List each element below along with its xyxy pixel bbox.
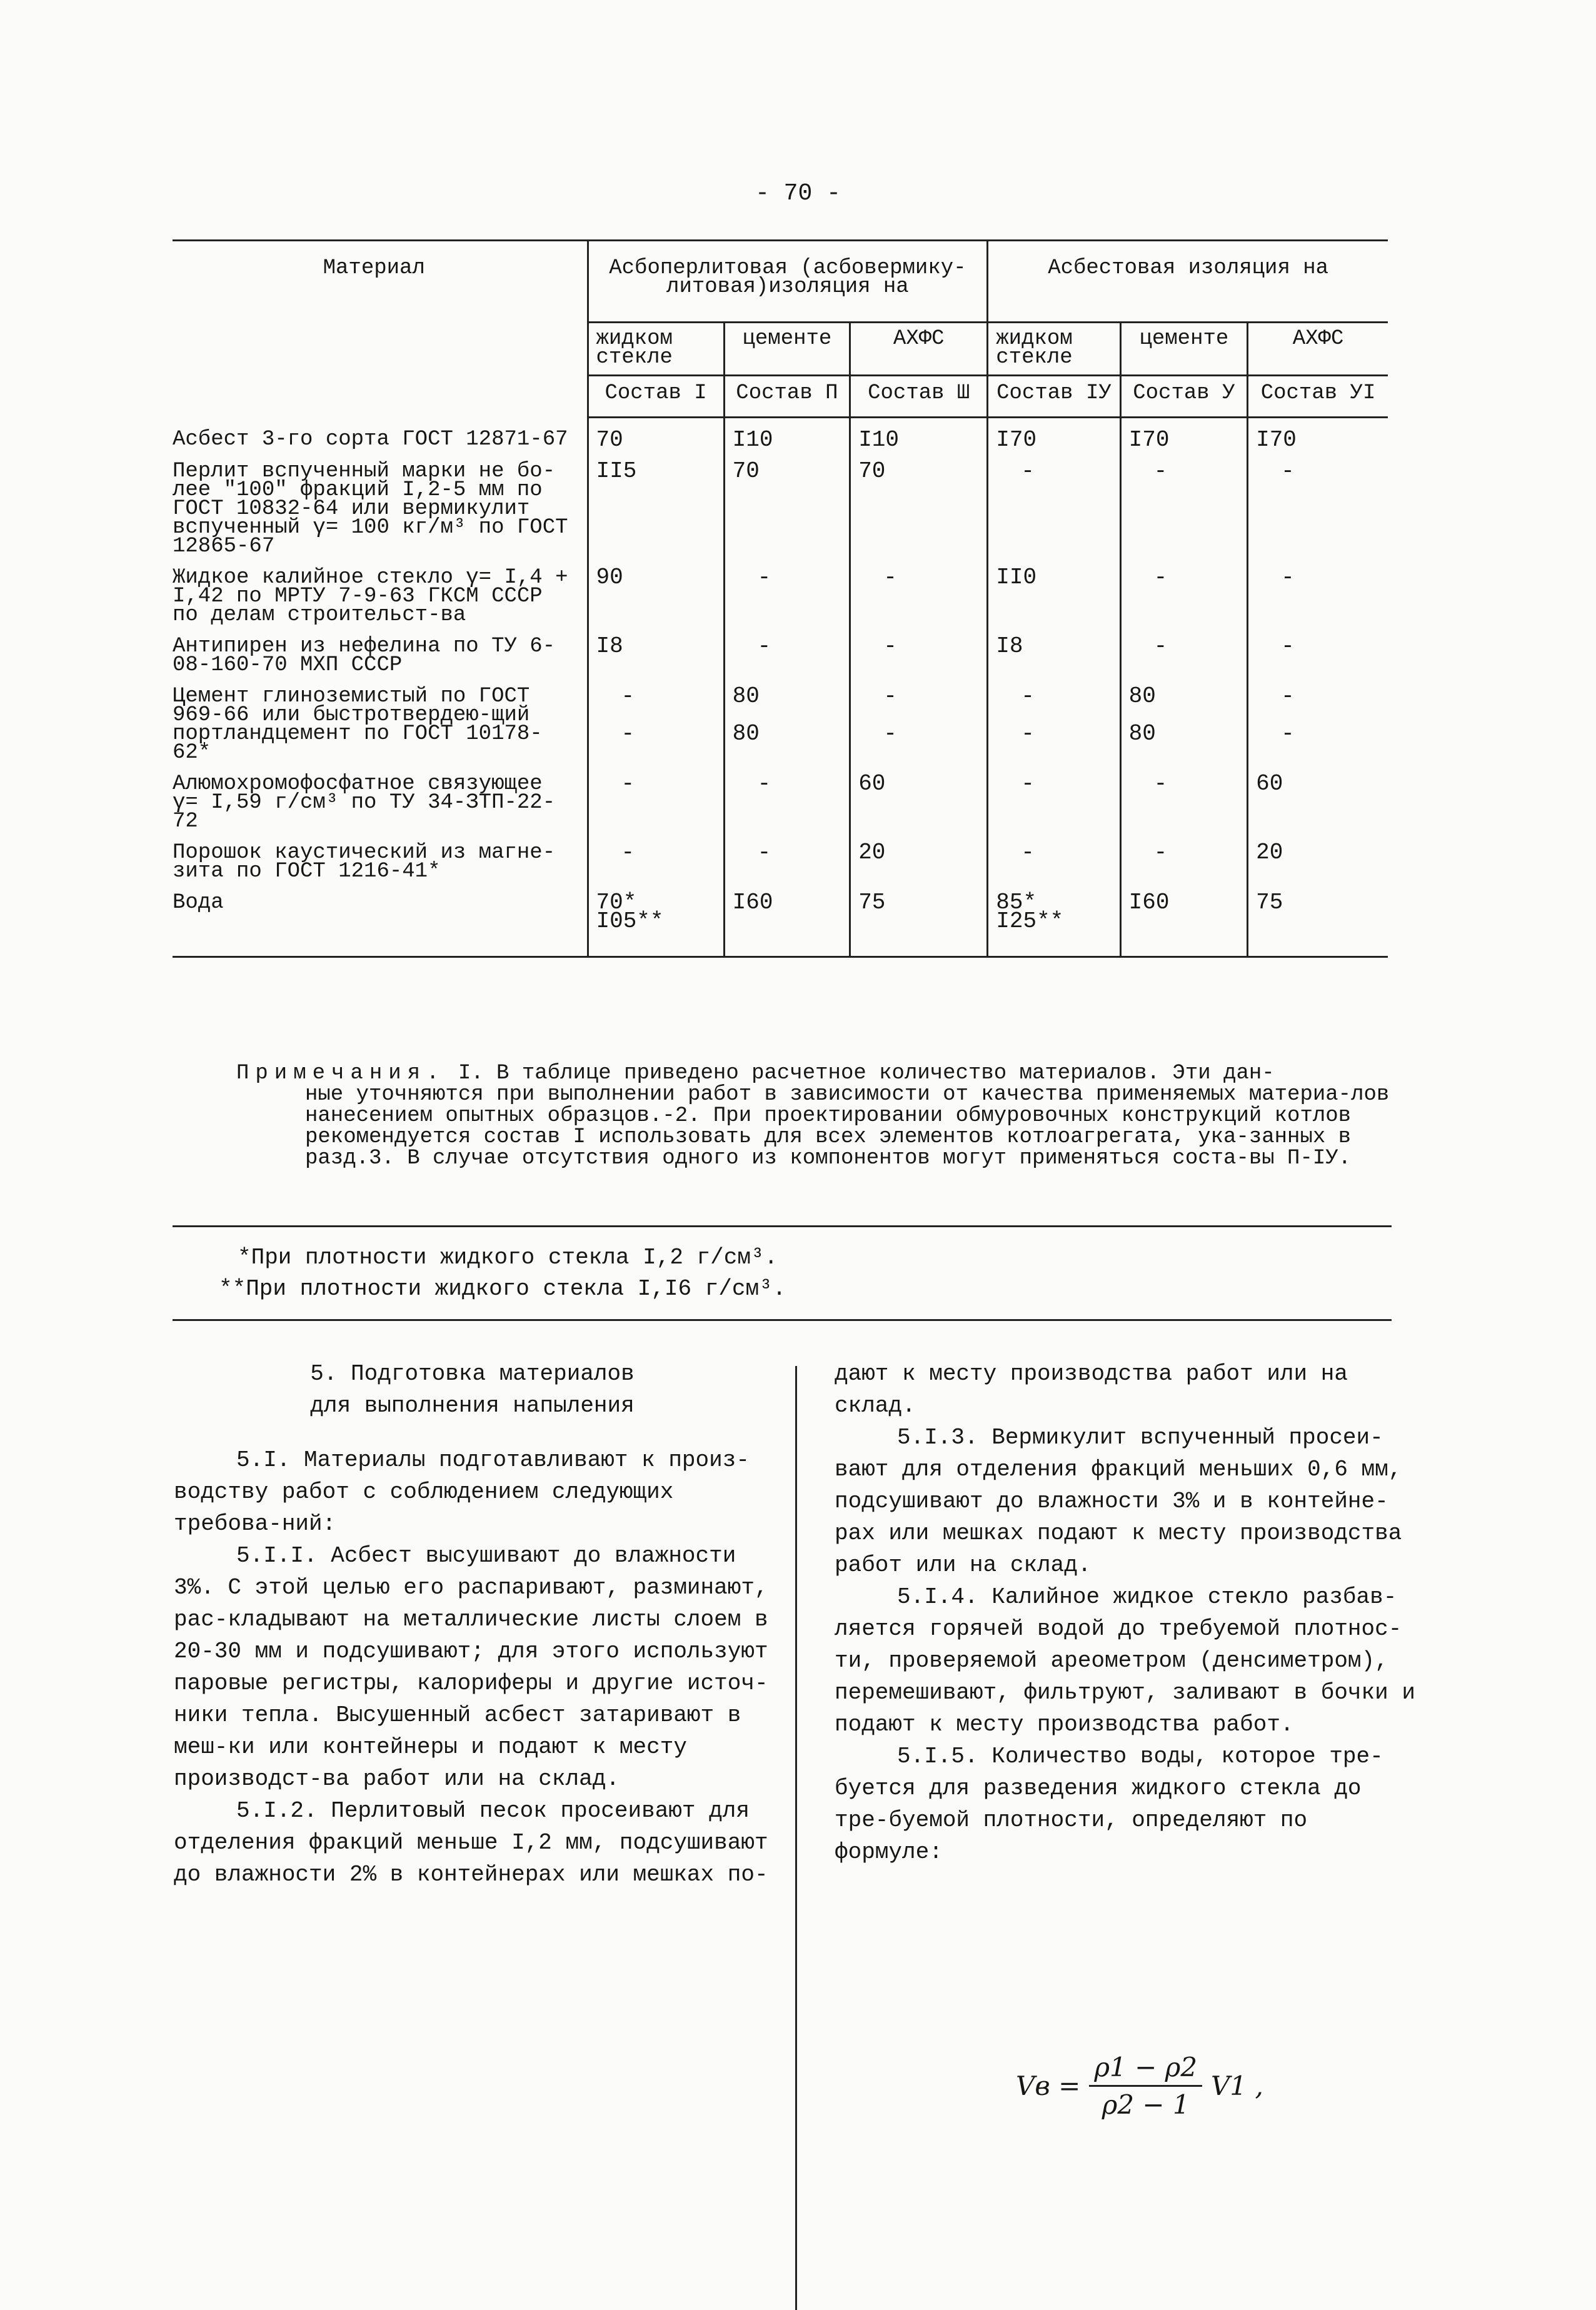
cell-value: - xyxy=(1021,458,1035,484)
cell-value: - xyxy=(883,633,897,659)
table-row xyxy=(173,831,1388,881)
cell-value: I05** xyxy=(596,908,664,934)
notes-line-1: I. В таблице приведено расчетное количество материалов. Эти дан- xyxy=(458,1062,1275,1085)
cell-value: 60 xyxy=(850,762,988,831)
header-binder: цементе xyxy=(1120,323,1247,376)
footnote: *При плотности жидкого стекла I,2 г/см³. xyxy=(238,1245,778,1270)
header-composition: Состав П xyxy=(724,376,850,418)
cell-value: 70 xyxy=(724,449,850,556)
row-material: Антипирен из нефелина по ТУ 6-08-160-70 МХП СССР xyxy=(173,635,556,677)
paragraph: дают к месту производства работ или на склад. xyxy=(835,1361,1348,1419)
row-material: Асбест 3-го сорта ГОСТ 12871-67 xyxy=(173,427,568,451)
divider xyxy=(173,1319,1392,1321)
cell-value: 20 xyxy=(1248,831,1388,881)
cell-value: - xyxy=(757,633,771,659)
table-row xyxy=(173,449,1388,556)
cell-value: - xyxy=(621,683,635,709)
row-material: Цемент глиноземистый по ГОСТ 969-66 или быстротвердею-щий портландцемент по ГОСТ 10178-62* xyxy=(173,685,543,765)
cell-value: - xyxy=(1153,458,1168,484)
cell-value: - xyxy=(1153,565,1168,590)
header-binder: цементе xyxy=(724,323,850,376)
cell-value: - xyxy=(1281,721,1295,746)
cell-value: I8 xyxy=(588,625,724,675)
formula-numerator: ρ1 − ρ2 xyxy=(1089,2052,1202,2087)
cell-value: - xyxy=(1021,840,1035,865)
header-binder: АХФС xyxy=(850,323,988,376)
notes-first-line xyxy=(236,1063,1399,1084)
notes-title: Примечания. xyxy=(236,1062,446,1085)
header-group-asboperlite: Асбоперлитовая (асбовермику-литовая)изоляция на xyxy=(588,241,988,323)
cell-value: - xyxy=(1281,458,1295,484)
cell-value: 90 xyxy=(588,556,724,625)
row-material: Порошок каустический из магне-зита по ГОСТ 1216-41* xyxy=(173,841,556,883)
cell-value: 80 xyxy=(732,683,760,709)
table-header-row-groups xyxy=(173,241,1388,323)
header-composition: Состав УI xyxy=(1248,376,1388,418)
table-row xyxy=(173,625,1388,675)
cell-value: 70 xyxy=(588,418,724,450)
header-binder: жидком стекле xyxy=(988,323,1120,376)
divider xyxy=(173,1225,1392,1227)
left-column xyxy=(174,1358,771,1891)
notes-continuation: ные уточняются при выполнении работ в зависимости от качества применяемых материа-лов нанесением опытных образцов.-2. При проектировании обмуровочных конструкций котлов рекомендуется состав I использовать для всех элементов котлоагрегата, ука-занных в разд.3. В случае отсутствия одного из компонентов могут применяться соста-вы П-IУ. xyxy=(305,1083,1390,1170)
row-material: Перлит вспученный марки не бо-лее "100" фракций I,2-5 мм по ГОСТ 10832-64 или вермикулит вспученный γ= 100 кг/м³ по ГОСТ 12865-67 xyxy=(173,459,568,558)
cell-value: I60 xyxy=(1120,881,1247,957)
header-composition: Состав I xyxy=(588,376,724,418)
cell-value: I60 xyxy=(724,881,850,957)
cell-value: - xyxy=(1021,721,1035,746)
formula-rhs: V1 , xyxy=(1211,2071,1263,2101)
formula-denominator: ρ2 − 1 xyxy=(1102,2089,1190,2120)
water-formula xyxy=(1016,2052,1263,2120)
cell-value: 70* xyxy=(596,890,637,915)
cell-value: - xyxy=(1153,633,1168,659)
right-column xyxy=(835,1358,1416,1868)
paragraph: 5.I.4. Калийное жидкое стекло разбав-ляется горячей водой до требуемой плотнос-ти, проверяемой ареометром (денсиметром), перемешивают, фильтруют, заливают в бочки и подают к месту производства работ. xyxy=(835,1584,1415,1737)
header-composition: Состав У xyxy=(1120,376,1247,418)
header-group-asbestos: Асбестовая изоляция на xyxy=(988,241,1388,323)
cell-value: 85* xyxy=(996,890,1037,915)
cell-value: - xyxy=(883,683,897,709)
cell-value: - xyxy=(621,721,635,746)
cell-value: 80 xyxy=(1128,721,1156,746)
cell-value: - xyxy=(757,565,771,590)
cell-value: - xyxy=(1021,771,1035,796)
table-row xyxy=(173,881,1388,957)
cell-value: I70 xyxy=(1120,418,1247,450)
header-composition: Состав IУ xyxy=(988,376,1120,418)
row-material: Алюмохромофосфатное связующее γ= I,59 г/см³ по ТУ 34-ЗТП-22-72 xyxy=(173,772,556,833)
section-title: для выполнения напыления xyxy=(310,1393,635,1419)
cell-value: I8 xyxy=(988,625,1120,675)
paragraph: 5.I.2. Перлитовый песок просеивают для отделения фракций меньше I,2 мм, подсушивают до влажности 2% в контейнерах или мешках по- xyxy=(174,1798,768,1887)
cell-value: - xyxy=(1281,683,1295,709)
cell-value: - xyxy=(1153,771,1168,796)
header-composition: Состав Ш xyxy=(850,376,988,418)
cell-value: - xyxy=(621,840,635,865)
table-row xyxy=(173,556,1388,625)
cell-value: I70 xyxy=(988,418,1120,450)
page-number: - 70 - xyxy=(755,180,841,207)
header-material: Материал xyxy=(173,241,588,418)
cell-value: II0 xyxy=(988,556,1120,625)
cell-value: 75 xyxy=(1248,881,1388,957)
table-notes xyxy=(236,1063,1399,1169)
table-row xyxy=(173,762,1388,831)
cell-value: I10 xyxy=(850,418,988,450)
formula-fraction xyxy=(1089,2052,1202,2120)
materials-table xyxy=(173,239,1388,958)
footnote: **При плотности жидкого стекла I,I6 г/см³. xyxy=(219,1276,786,1302)
cell-value: - xyxy=(757,840,771,865)
cell-value: - xyxy=(883,565,897,590)
row-material: Жидкое калийное стекло γ= I,4 + I,42 по МРТУ 7-9-63 ГКСМ СССР по делам строительст-ва xyxy=(173,566,568,627)
cell-value: 75 xyxy=(850,881,988,957)
table-row xyxy=(173,675,1388,762)
cell-value: I70 xyxy=(1248,418,1388,450)
cell-value: I10 xyxy=(724,418,850,450)
cell-value: - xyxy=(883,721,897,746)
cell-value: - xyxy=(1021,683,1035,709)
paragraph: 5.I.3. Вермикулит вспученный просеи-вают для отделения фракций меньших 0,6 мм, подсушивают до влажности 3% и в контейне-рах или мешках подают к месту производства работ или на склад. xyxy=(835,1425,1402,1578)
cell-value: - xyxy=(621,771,635,796)
paragraph: 5.I. Материалы подготавливают к произ-водству работ с соблюдением следующих требова-ний: xyxy=(174,1447,750,1537)
cell-value: - xyxy=(757,771,771,796)
section-title: 5. Подготовка материалов xyxy=(310,1361,635,1387)
header-binder: АХФС xyxy=(1248,323,1388,376)
cell-value: I25** xyxy=(996,908,1064,934)
paragraph: 5.I.I. Асбест высушивают до влажности 3%. С этой целью его распаривают, разминают, рас-кладывают на металлические листы слоем в 20-30 мм и подсушивают; для этого используют паровые регистры, калориферы и другие источ-ники тепла. Высушенный асбест затаривают в меш-ки или контейнеры и подают к месту производст-ва работ или на склад. xyxy=(174,1543,768,1792)
cell-value: 70 xyxy=(850,449,988,556)
cell-value: 20 xyxy=(850,831,988,881)
cell-value: - xyxy=(1281,633,1295,659)
cell-value: - xyxy=(1281,565,1295,590)
paragraph: 5.I.5. Количество воды, которое тре-буется для разведения жидкого стекла до тре-буемой плотности, определяют по формуле: xyxy=(835,1744,1383,1865)
cell-value: 80 xyxy=(1128,683,1156,709)
row-material: Вода xyxy=(173,881,588,957)
formula-lhs: Vв = xyxy=(1016,2071,1081,2101)
cell-value: 60 xyxy=(1248,762,1388,831)
cell-value: - xyxy=(1153,840,1168,865)
column-divider xyxy=(795,1366,797,2310)
header-binder: жидком стекле xyxy=(588,323,724,376)
table-row xyxy=(173,418,1388,450)
cell-value: II5 xyxy=(588,449,724,556)
cell-value: 80 xyxy=(732,721,760,746)
